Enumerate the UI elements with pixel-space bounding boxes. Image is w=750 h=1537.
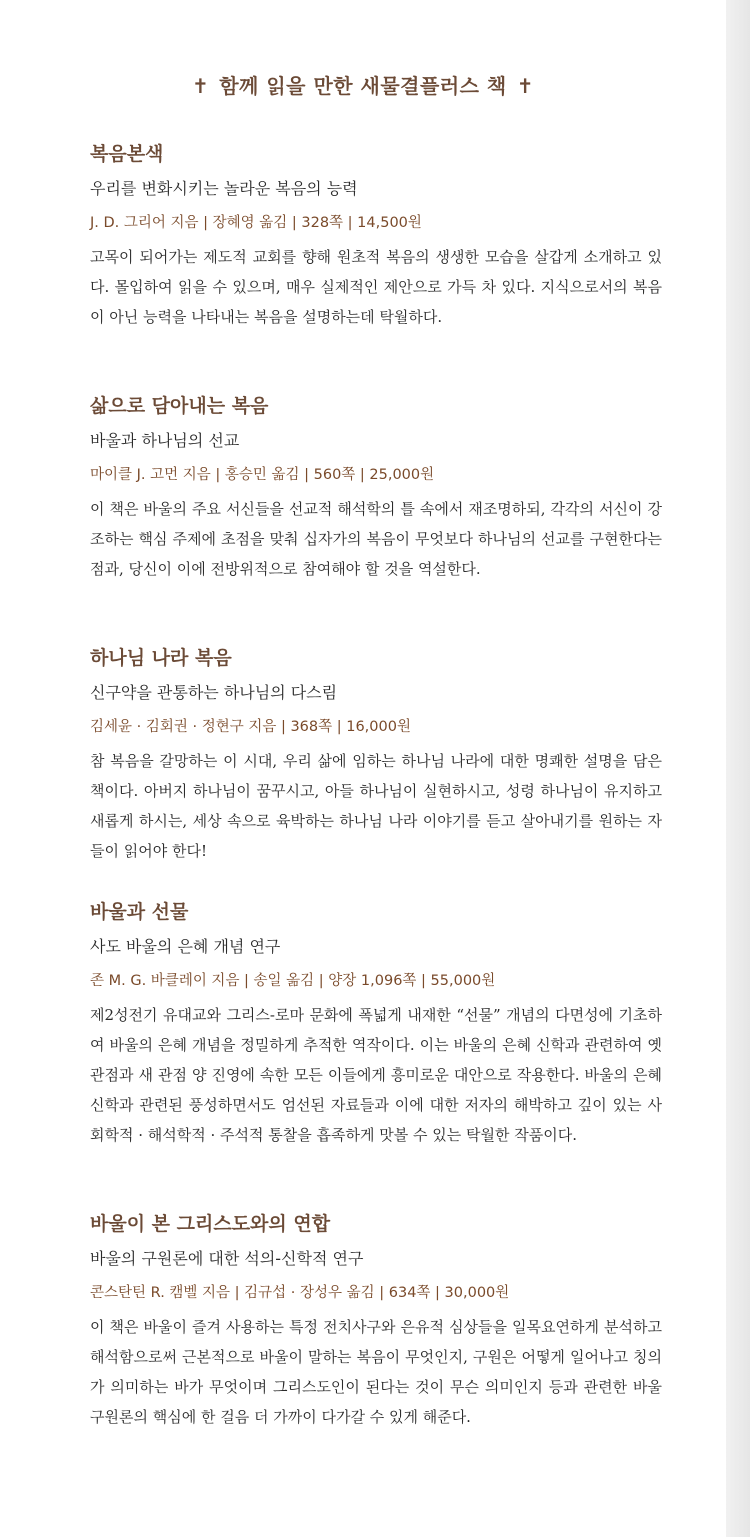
book-subtitle: 바울과 하나님의 선교 (90, 431, 240, 450)
book-meta: 김세윤 · 김회권 · 정현구 지음 | 368쪽 | 16,000원 (90, 719, 411, 735)
page-edge (726, 0, 750, 1537)
book-entry (90, 1210, 662, 1432)
book-subtitle: 바울의 구원론에 대한 석의-신학적 연구 (90, 1249, 364, 1268)
book-subtitle: 신구약을 관통하는 하나님의 다스림 (90, 683, 338, 702)
book-description: 이 책은 바울의 주요 서신들을 선교적 해석학의 틀 속에서 재조명하되, 각각의 서신이 강조하는 핵심 주제에 초점을 맞춰 십자가의 복음이 무엇보다 하나님의 선교를 구현한다는 점과, 당신이 이에 전방위적으로 참여해야 할 것을 역설한다. (90, 500, 662, 578)
book-title: 하나님 나라 복음 (90, 647, 232, 669)
cross-icon: ✝ (191, 74, 210, 98)
section-title: 함께 읽을 만한 새물결플러스 책 (219, 74, 507, 98)
book-meta: 마이클 J. 고먼 지음 | 홍승민 옮김 | 560쪽 | 25,000원 (90, 467, 435, 483)
book-entry (90, 644, 662, 866)
book-meta: J. D. 그리어 지음 | 장혜영 옮김 | 328쪽 | 14,500원 (90, 215, 422, 231)
book-title: 바울과 선물 (90, 901, 189, 923)
book-entry (90, 140, 662, 332)
book-title: 삶으로 담아내는 복음 (90, 395, 269, 417)
book-entry (90, 392, 662, 584)
book-subtitle: 사도 바울의 은혜 개념 연구 (90, 937, 281, 956)
book-meta: 콘스탄틴 R. 캠벨 지음 | 김규섭 · 장성우 옮김 | 634쪽 | 30,000원 (90, 1285, 510, 1301)
book-description: 고목이 되어가는 제도적 교회를 향해 원초적 복음의 생생한 모습을 살갑게 소개하고 있다. 몰입하여 읽을 수 있으며, 매우 실제적인 제안으로 가득 차 있다. 지식으로서의 복음이 아닌 능력을 나타내는 복음을 설명하는데 탁월하다. (90, 248, 662, 326)
book-description: 이 책은 바울이 즐겨 사용하는 특정 전치사구와 은유적 심상들을 일목요연하게 분석하고 해석함으로써 근본적으로 바울이 말하는 복음이 무엇인지, 구원은 어떻게 일어나고 칭의가 의미하는 바가 무엇이며 그리스도인이 된다는 것이 무슨 의미인지 등과 관련한 바울 구원론의 핵심에 한 걸음 더 가까이 다가갈 수 있게 해준다. (90, 1318, 662, 1426)
book-entry (90, 898, 662, 1150)
section-header (0, 70, 726, 99)
cross-icon: ✝ (516, 74, 535, 98)
book-subtitle: 우리를 변화시키는 놀라운 복음의 능력 (90, 179, 358, 198)
book-description: 제2성전기 유대교와 그리스-로마 문화에 폭넓게 내재한 “선물” 개념의 다면성에 기초하여 바울의 은혜 개념을 정밀하게 추적한 역작이다. 이는 바울의 은혜 신학과 관련하여 옛 관점과 새 관점 양 진영에 속한 모든 이들에게 흥미로운 대안으로 작용한다. 바울의 은혜 신학과 관련된 풍성하면서도 엄선된 자료들과 이에 대한 저자의 해박하고 깊이 있는 사회학적 · 해석학적 · 주석적 통찰을 흡족하게 맛볼 수 있는 탁월한 작품이다. (90, 1006, 662, 1144)
book-description: 참 복음을 갈망하는 이 시대, 우리 삶에 임하는 하나님 나라에 대한 명쾌한 설명을 담은 책이다. 아버지 하나님이 꿈꾸시고, 아들 하나님이 실현하시고, 성령 하나님이 유지하고 새롭게 하시는, 세상 속으로 육박하는 하나님 나라 이야기를 듣고 살아내기를 원하는 자들이 읽어야 한다! (90, 752, 662, 860)
book-title: 복음본색 (90, 143, 164, 165)
book-title: 바울이 본 그리스도와의 연합 (90, 1213, 331, 1235)
book-meta: 존 M. G. 바클레이 지음 | 송일 옮김 | 양장 1,096쪽 | 55,000원 (90, 973, 496, 989)
